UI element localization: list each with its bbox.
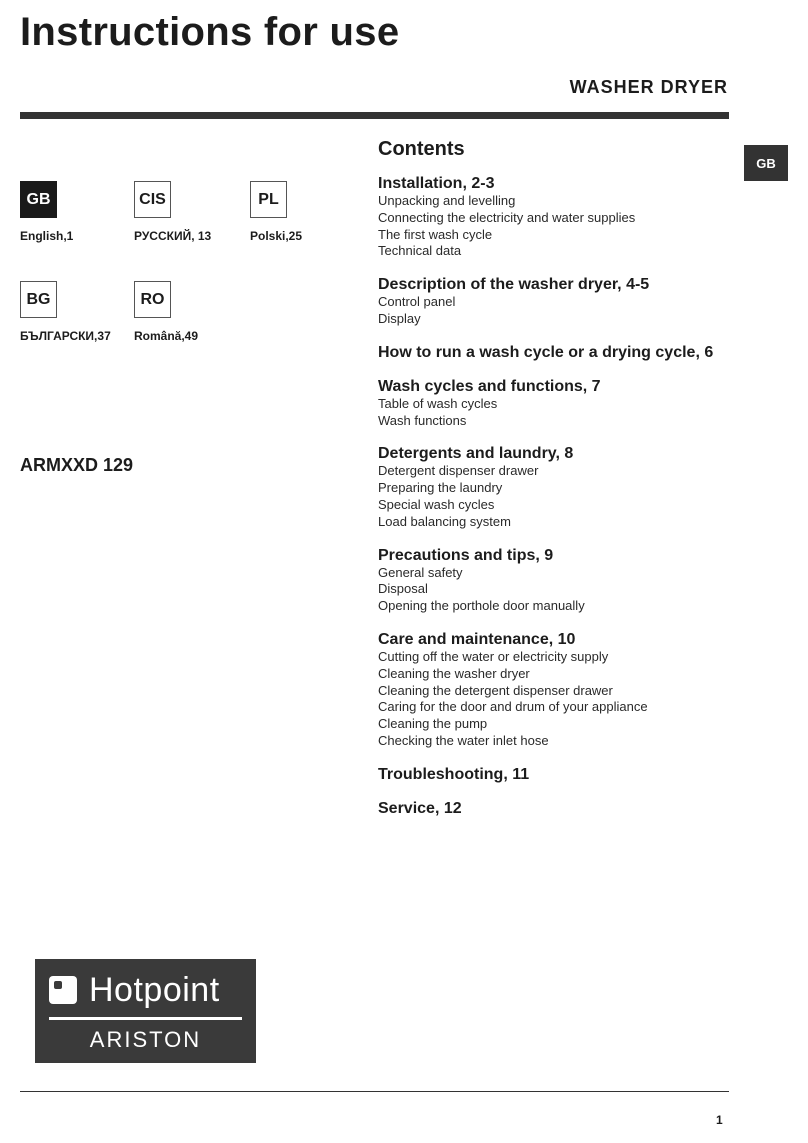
section-item[interactable]: Wash functions [378,412,467,428]
section-item[interactable]: Display [378,310,421,326]
document-title: Instructions for use [20,10,400,54]
footer-divider [20,1091,729,1092]
language-code-box: CIS [134,181,171,218]
section-item[interactable]: Table of wash cycles [378,395,498,411]
section-item[interactable]: Detergent dispenser drawer [378,463,539,479]
section-item[interactable]: Checking the water inlet hose [378,732,549,748]
section-item[interactable]: Cleaning the washer dryer [378,665,530,681]
contents-section [378,377,758,430]
section-heading[interactable]: Service, 12 [378,799,462,817]
section-item[interactable]: Preparing the laundry [378,480,503,496]
hotpoint-logo-icon [49,976,77,1004]
language-cis[interactable] [134,181,212,243]
section-item[interactable]: Connecting the electricity and water supplies [378,209,636,225]
language-code-box: PL [250,181,287,218]
language-ro[interactable] [134,281,199,343]
section-heading[interactable]: How to run a wash cycle or a drying cycle, 6 [378,343,714,361]
section-item[interactable]: Disposal [378,581,428,597]
logo-divider [49,1017,242,1020]
section-heading[interactable]: Detergents and laundry, 8 [378,445,574,463]
section-item[interactable]: General safety [378,564,463,580]
language-label: Română,49 [134,329,199,343]
section-item[interactable]: Cleaning the detergent dispenser drawer [378,682,613,698]
language-code-box: BG [20,281,57,318]
section-heading[interactable]: Description of the washer dryer, 4-5 [378,276,650,294]
document-subtitle: WASHER DRYER [569,77,728,97]
contents-section [378,765,758,784]
language-gb[interactable] [20,181,74,243]
language-label: РУССКИЙ, 13 [134,229,212,243]
contents-section [378,546,758,615]
contents-section [378,630,758,750]
contents-section [378,799,758,818]
section-item[interactable]: Control panel [378,294,456,310]
language-code-box: RO [134,281,171,318]
page-number: 1 [716,1113,723,1127]
section-item[interactable]: Cleaning the pump [378,716,488,732]
contents-section [378,275,758,328]
hotpoint-ariston-logo [35,959,256,1063]
contents-section [378,174,758,260]
section-item[interactable]: Load balancing system [378,513,511,529]
section-heading[interactable]: Care and maintenance, 10 [378,630,576,648]
header-divider [20,112,729,119]
contents-sections [378,174,758,818]
section-item[interactable]: The first wash cycle [378,226,493,242]
section-heading[interactable]: Installation, 2-3 [378,175,495,192]
language-label: Polski,25 [250,229,303,243]
table-of-contents [378,138,758,833]
logo-sub-brand: ARISTON [89,1027,202,1052]
section-heading[interactable]: Wash cycles and functions, 7 [378,377,601,395]
section-item[interactable]: Opening the porthole door manually [378,598,585,614]
model-number: ARMXXD 129 [20,455,134,475]
language-label: English,1 [20,229,74,243]
language-side-tab: GB [744,145,788,181]
language-bg[interactable] [20,281,111,343]
language-label: БЪЛГАРСКИ,37 [20,329,111,343]
section-item[interactable]: Cutting off the water or electricity supply [378,648,609,664]
logo-brand: Hotpoint [89,971,220,1009]
section-heading[interactable]: Precautions and tips, 9 [378,546,554,564]
section-item[interactable]: Technical data [378,243,462,259]
section-heading[interactable]: Troubleshooting, 11 [378,765,530,783]
section-item[interactable]: Unpacking and levelling [378,193,516,208]
language-code-box: GB [20,181,57,218]
contents-section [378,343,758,362]
section-item[interactable]: Special wash cycles [378,496,495,512]
contents-title: Contents [378,138,465,160]
section-item[interactable]: Caring for the door and drum of your appliance [378,699,648,715]
language-pl[interactable] [250,181,303,243]
contents-section [378,444,758,530]
